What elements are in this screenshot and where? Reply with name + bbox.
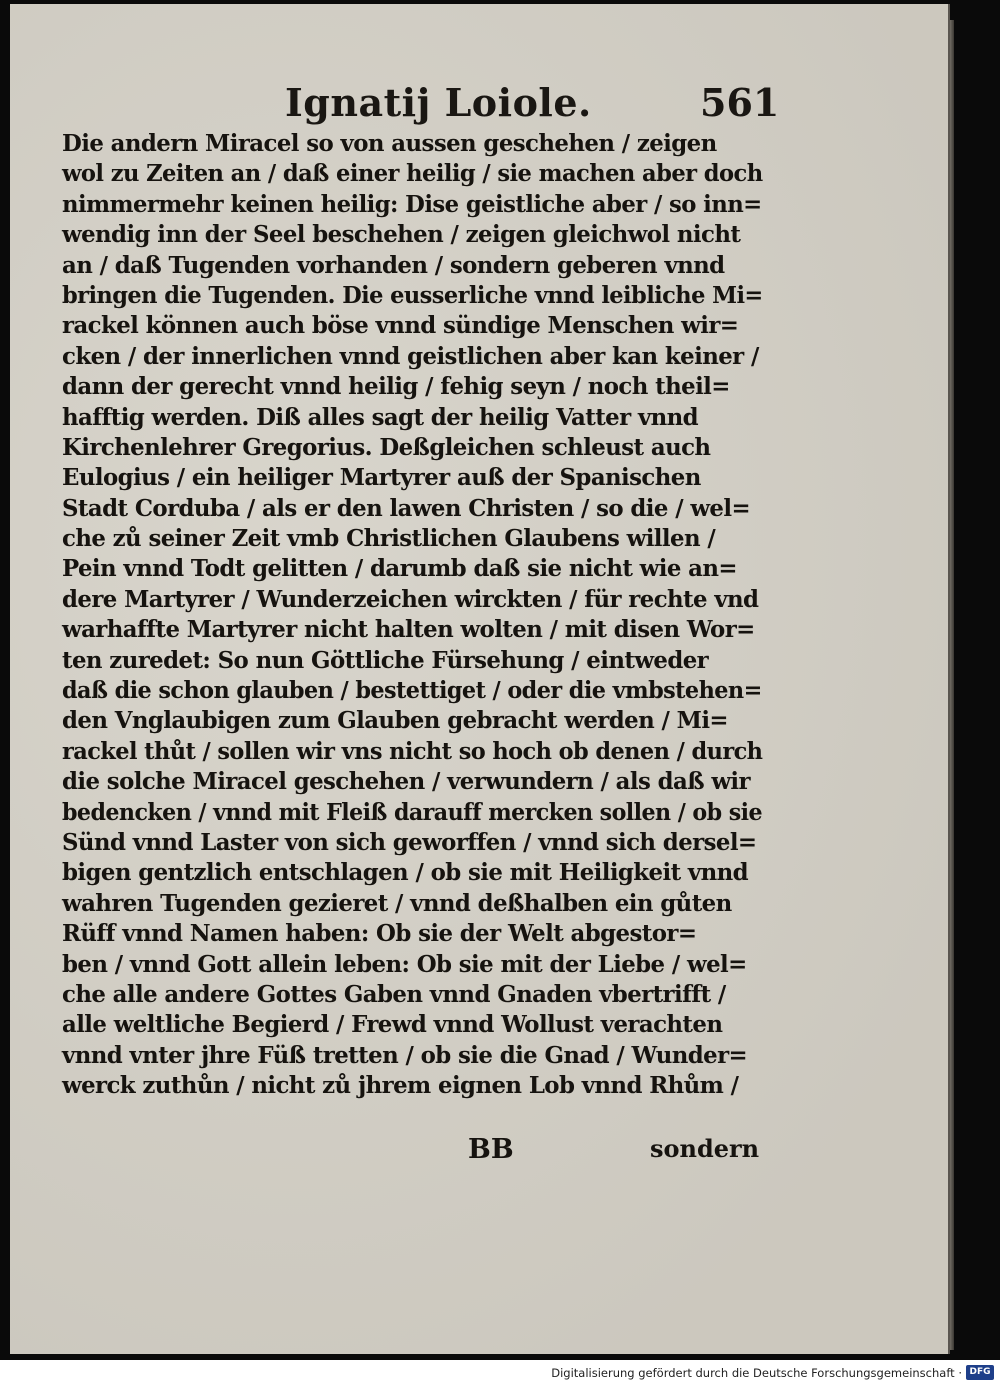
text-line: wendig inn der Seel beschehen / zeigen gleichwol nicht bbox=[62, 220, 741, 249]
running-head bbox=[10, 80, 948, 130]
text-line: bedencken / vnnd mit Fleiß darauff mercken sollen / ob sie bbox=[62, 797, 763, 826]
text-line: rackel können auch böse vnnd sündige Menschen wir= bbox=[62, 311, 739, 340]
text-line: warhaffte Martyrer nicht halten wolten / mit disen Wor= bbox=[62, 615, 755, 644]
text-line: Rüff vnnd Namen haben: Ob sie der Welt abgestor= bbox=[62, 919, 697, 948]
text-line: ten zuredet: So nun Göttliche Fürsehung / eintweder bbox=[62, 645, 709, 674]
text-line: Sünd vnnd Laster von sich geworffen / vnnd sich dersel= bbox=[62, 827, 757, 856]
text-line: che alle andere Gottes Gaben vnnd Gnaden vbertrifft / bbox=[62, 979, 726, 1008]
text-line: Kirchenlehrer Gregorius. Deßgleichen schleust auch bbox=[62, 432, 711, 461]
text-line: daß die schon glauben / bestettiget / oder die vmbstehen= bbox=[62, 676, 762, 705]
running-title: Ignatij Loiole. bbox=[285, 80, 592, 125]
text-line: rackel thůt / sollen wir vns nicht so hoch ob denen / durch bbox=[62, 736, 763, 765]
text-line: bigen gentzlich entschlagen / ob sie mit Heiligkeit vnnd bbox=[62, 858, 749, 887]
text-line: wol zu Zeiten an / daß einer heilig / sie machen aber doch bbox=[62, 159, 763, 188]
text-line: dann der gerecht vnnd heilig / fehig seyn / noch theil= bbox=[62, 372, 730, 401]
text-line: dere Martyrer / Wunderzeichen wirckten / für rechte vnd bbox=[62, 584, 759, 613]
text-line: an / daß Tugenden vorhanden / sondern geberen vnnd bbox=[62, 250, 725, 279]
text-line: cken / der innerlichen vnnd geistlichen aber kan keiner / bbox=[62, 341, 759, 370]
signature-mark: BB bbox=[468, 1134, 514, 1165]
digitization-footer bbox=[0, 1360, 1000, 1387]
text-line: che zů seiner Zeit vmb Christlichen Glaubens willen / bbox=[62, 524, 716, 553]
catchword: sondern bbox=[650, 1134, 760, 1163]
page-number: 561 bbox=[700, 80, 780, 125]
text-line: vnnd vnter jhre Füß tretten / ob sie die Gnad / Wunder= bbox=[62, 1040, 748, 1069]
text-line: den Vnglaubigen zum Glauben gebracht werden / Mi= bbox=[62, 706, 728, 735]
digitization-credit: Digitalisierung gefördert durch die Deutsche Forschungsgemeinschaft · bbox=[551, 1366, 962, 1380]
text-line: alle weltliche Begierd / Frewd vnnd Wollust verachten bbox=[62, 1010, 723, 1039]
text-line: hafftig werden. Diß alles sagt der heilig Vatter vnnd bbox=[62, 402, 699, 431]
text-line: bringen die Tugenden. Die eusserliche vnnd leibliche Mi= bbox=[62, 280, 763, 309]
text-line: Pein vnnd Todt gelitten / darumb daß sie nicht wie an= bbox=[62, 554, 737, 583]
text-line: Stadt Corduba / als er den lawen Christen / so die / wel= bbox=[62, 493, 751, 522]
dfg-logo-icon: DFG bbox=[966, 1365, 994, 1380]
text-line: Eulogius / ein heiliger Martyrer auß der Spanischen bbox=[62, 463, 701, 492]
text-line: werck zuthůn / nicht zů jhrem eignen Lob vnnd Rhům / bbox=[62, 1071, 739, 1100]
text-line: wahren Tugenden gezieret / vnnd deßhalben ein gůten bbox=[62, 888, 732, 917]
body-text bbox=[62, 128, 782, 1101]
text-line: Die andern Miracel so von aussen geschehen / zeigen bbox=[62, 129, 717, 157]
book-page bbox=[10, 4, 950, 1354]
text-line: nimmermehr keinen heilig: Dise geistliche aber / so inn= bbox=[62, 189, 762, 218]
text-line: ben / vnnd Gott allein leben: Ob sie mit der Liebe / wel= bbox=[62, 949, 747, 978]
text-line: die solche Miracel geschehen / verwundern / als daß wir bbox=[62, 767, 750, 796]
